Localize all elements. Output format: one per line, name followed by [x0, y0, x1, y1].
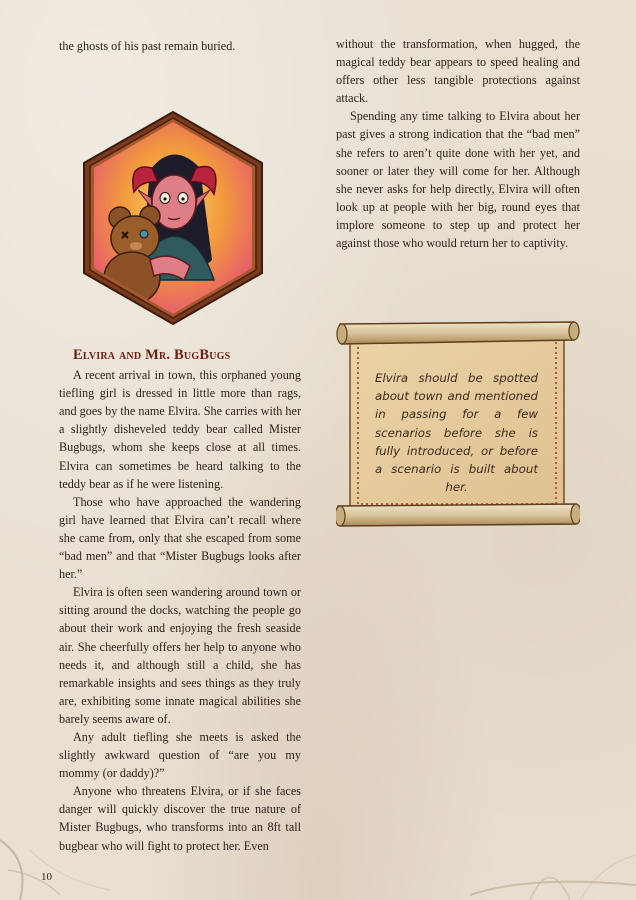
body-paragraph: Any adult tiefling she meets is asked the slightly awkward question of “are you my mommy (or daddy)?”	[59, 729, 301, 781]
body-paragraph: Anyone who threatens Elvira, or if she faces danger will quickly discover the true nature of Mister Bugbugs, who transforms into an 8ft tall bugbear who will fight to protect her. Even	[59, 784, 301, 853]
body-paragraph: Elvira is often seen wandering around town or sitting around the docks, watching the people go about their work and enjoying the fresh seaside air. She cheerfully offers her help to anyone who needs it, and although still a child, she has remarkable insights and sees things as they truly are, exhibiting some innate magical abilities she barely seems aware of.	[59, 585, 301, 726]
scroll-note: Elvira should be spotted about town and mentioned in passing for a few scenarios before she is fully introduced, or before a scenario is built about her.	[375, 371, 538, 495]
ink-flourish-icon	[0, 820, 120, 900]
left-column-top	[59, 37, 299, 55]
body-paragraph: Those who have approached the wandering girl have learned that Elvira can’t recall where she came from, only that she escaped from some “bad men” and that “Mister Bugbugs looks after her.”	[59, 494, 301, 582]
ink-flourish-icon	[470, 835, 636, 900]
carryover-paragraph: the ghosts of his past remain buried.	[59, 39, 236, 53]
portrait-illustration	[80, 110, 266, 326]
body-paragraph: A recent arrival in town, this orphaned young tiefling girl is dressed in little more than rags, and goes by the name Elvira. She carries with her a slightly disheveled teddy bear called Mister Bugbugs, whom she keeps close at all times. Elvira can sometimes be heard talking to the teddy bear as if he were listening.	[59, 368, 301, 491]
body-paragraph: without the transformation, when hugged, the magical teddy bear appears to speed healing and offers other less tangible protections against attack.	[336, 37, 580, 106]
section-heading: Elvira and Mr. BugBugs	[73, 347, 231, 363]
right-column-body	[336, 35, 580, 252]
body-paragraph: Spending any time talking to Elvira about her past gives a strong indication that the “bad men” she refers to aren’t quite done with her yet, and sooner or later they will come for her. Although she never asks for help directly, Elvira will often look up at people with her big, round eyes that implore someone to step up and protect her against those who would return her to captivity.	[336, 109, 580, 251]
page-number: 10	[41, 871, 52, 883]
left-column-body	[59, 346, 301, 855]
